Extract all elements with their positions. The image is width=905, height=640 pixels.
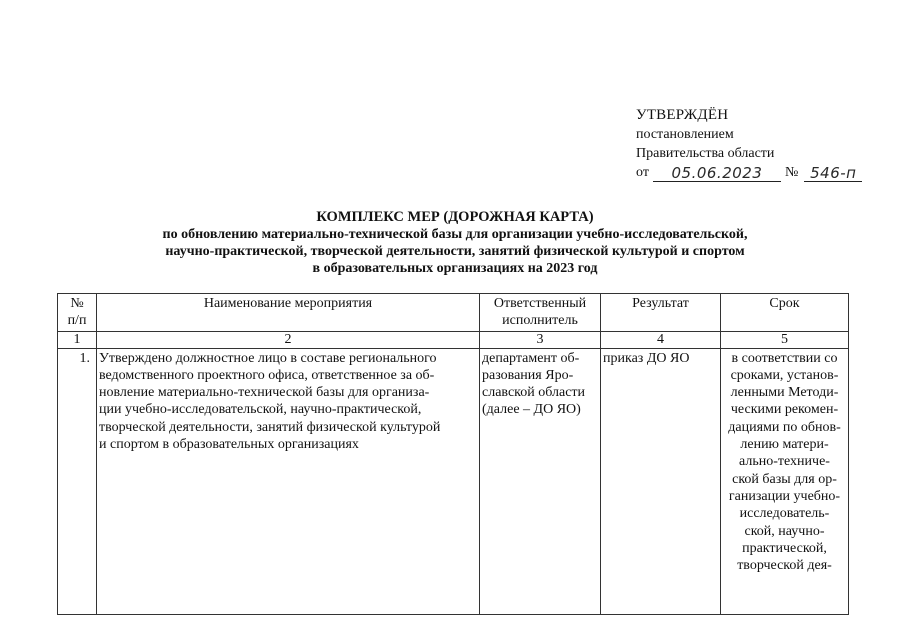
approval-stamp — [636, 106, 862, 182]
header-name: Наименование мероприятия — [97, 294, 480, 332]
column-number: 4 — [601, 331, 721, 348]
approval-date: 05.06.2023 — [653, 165, 781, 182]
row-deadline: в соответствии со сроками, установ- ленными Методи- ческими рекомен- дациями по обнов- лению матери- ально-техниче- ской базы для ор- ганизации учебно- исследователь- ской, научно- практической, творческой дея- — [721, 348, 849, 614]
column-number: 1 — [58, 331, 97, 348]
header-executor: Ответственный исполнитель — [480, 294, 601, 332]
row-number: 1. — [58, 348, 97, 614]
subtitle-line: по обновлению материально-технической базы для организации учебно-исследовательской, — [162, 227, 748, 242]
subtitle-line: в образовательных организациях на 2023 год — [312, 261, 598, 276]
approval-heading: УТВЕРЖДЁН — [636, 107, 729, 123]
approval-number: 546-п — [804, 165, 862, 182]
column-number: 2 — [97, 331, 480, 348]
table-header-row — [58, 294, 849, 332]
header-number: № п/п — [58, 294, 97, 332]
table-row — [58, 348, 849, 614]
document-title-block — [90, 209, 820, 277]
header-result: Результат — [601, 294, 721, 332]
from-label: от — [636, 165, 649, 180]
roadmap-table — [57, 293, 849, 615]
row-activity-name: Утверждено должностное лицо в составе регионального ведомственного проектного офиса, ответственное за об- новление материально-технической базы для организа- ции учебно-исследовательской, научно-практической, творческой деятельности, занятий физической культурой и спортом в образовательных организациях — [97, 348, 480, 614]
column-number: 3 — [480, 331, 601, 348]
subtitle-line: научно-практической, творческой деятельности, занятий физической культурой и спортом — [165, 244, 745, 259]
approval-date-row — [636, 163, 862, 182]
number-label: № — [784, 165, 799, 180]
column-number: 5 — [721, 331, 849, 348]
header-deadline: Срок — [721, 294, 849, 332]
approval-line-2: Правительства области — [636, 146, 775, 161]
document-title: КОМПЛЕКС МЕР (ДОРОЖНАЯ КАРТА) — [316, 209, 594, 225]
column-number-row — [58, 331, 849, 348]
row-result: приказ ДО ЯО — [601, 348, 721, 614]
row-executor: департамент об- разования Яро- славской области (далее – ДО ЯО) — [480, 348, 601, 614]
approval-line-1: постановлением — [636, 127, 734, 142]
